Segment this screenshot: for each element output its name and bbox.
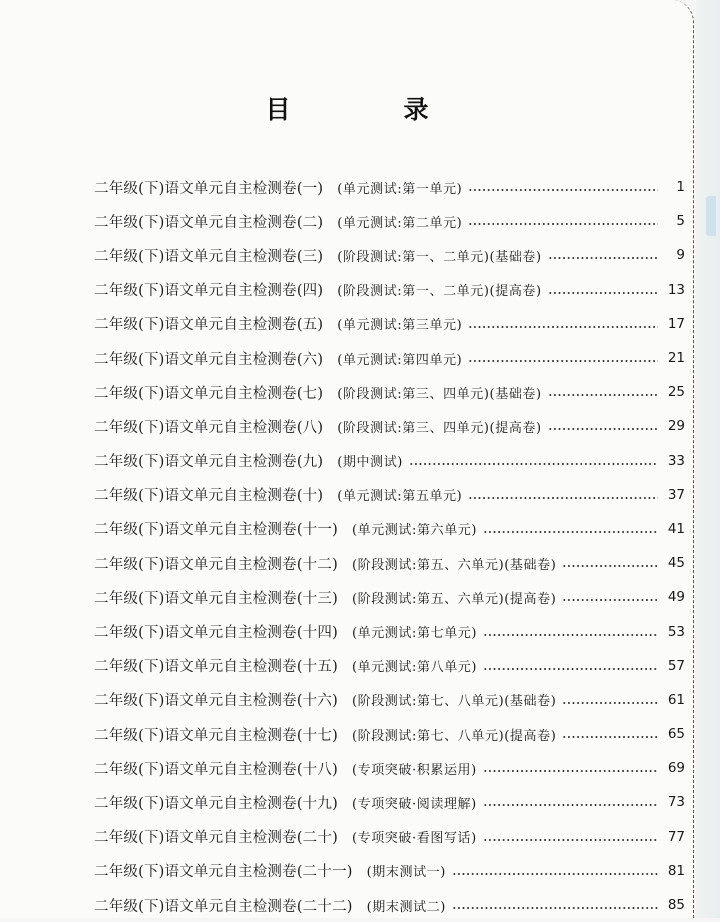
toc-page-number: 9 xyxy=(676,247,685,264)
toc-entry[interactable] xyxy=(94,238,692,272)
toc-entry[interactable] xyxy=(94,785,692,819)
toc-leader-dots xyxy=(562,736,658,738)
toc-entry[interactable] xyxy=(94,341,692,375)
toc-entry-description: (专项突破·积累运用) xyxy=(351,762,477,778)
toc-entry-title: 二年级(下)语文单元自主检测卷(五) xyxy=(94,317,324,334)
toc-page-number: 81 xyxy=(667,862,685,879)
toc-page-number: 61 xyxy=(667,691,685,708)
toc-entry[interactable] xyxy=(94,307,692,341)
toc-entry-title: 二年级(下)语文单元自主检测卷(十六) xyxy=(94,693,338,710)
toc-leader-dots xyxy=(483,770,658,772)
toc-entry[interactable] xyxy=(94,854,692,888)
toc-leader-dots xyxy=(468,326,658,328)
toc-leader-dots xyxy=(548,292,658,294)
toc-entry-description: (专项突破·看图写话) xyxy=(351,831,477,847)
toc-leader-dots xyxy=(483,804,658,806)
toc-entry-title: 二年级(下)语文单元自主检测卷(十八) xyxy=(94,761,338,778)
toc-entry[interactable] xyxy=(94,683,692,717)
toc-leader-dots xyxy=(468,497,658,499)
toc-page-number: 65 xyxy=(667,726,685,743)
toc-page-number: 13 xyxy=(667,281,685,298)
toc-entry-description: (单元测试:第七单元) xyxy=(351,626,478,642)
toc-page-number: 77 xyxy=(667,828,685,845)
toc-page-number: 49 xyxy=(667,589,685,606)
toc-page-number: 29 xyxy=(667,418,685,435)
toc-entry[interactable] xyxy=(94,649,692,683)
toc-entry-description: (单元测试:第八单元) xyxy=(351,660,478,676)
toc-entry-description: (阶段测试:第一、二单元)(基础卷) xyxy=(337,249,542,265)
toc-page-number: 21 xyxy=(667,350,685,367)
toc-entry-title: 二年级(下)语文单元自主检测卷(十四) xyxy=(94,625,338,642)
toc-leader-dots xyxy=(452,873,658,875)
toc-entry-description: (阶段测试:第三、四单元)(提高卷) xyxy=(337,420,542,436)
toc-entry[interactable] xyxy=(94,888,692,922)
toc-entry-title: 二年级(下)语文单元自主检测卷(二) xyxy=(94,214,324,231)
toc-page-number: 37 xyxy=(667,486,685,503)
toc-entry[interactable] xyxy=(94,614,692,648)
toc-leader-dots xyxy=(468,189,658,191)
toc-entry[interactable] xyxy=(94,512,692,546)
toc-entry-title: 二年级(下)语文单元自主检测卷(四) xyxy=(94,283,324,300)
toc-entry-title: 二年级(下)语文单元自主检测卷(十五) xyxy=(94,659,338,676)
toc-entry[interactable] xyxy=(94,580,692,614)
toc-entry[interactable] xyxy=(94,820,692,854)
toc-entry[interactable] xyxy=(94,204,692,238)
toc-entry-title: 二年级(下)语文单元自主检测卷(八) xyxy=(94,419,324,436)
toc-entry-title: 二年级(下)语文单元自主检测卷(九) xyxy=(94,454,324,471)
toc-leader-dots xyxy=(562,702,658,704)
toc-entry-title: 二年级(下)语文单元自主检测卷(十) xyxy=(94,488,324,505)
toc-entry-title: 二年级(下)语文单元自主检测卷(十九) xyxy=(94,795,338,812)
toc-leader-dots xyxy=(483,634,658,636)
toc-leader-dots xyxy=(468,360,658,362)
toc-entry-description: (阶段测试:第五、六单元)(提高卷) xyxy=(351,591,557,607)
toc-entry-description: (单元测试:第四单元) xyxy=(337,352,463,368)
toc-entry[interactable] xyxy=(94,409,692,443)
toc-entry-description: (专项突破·阅读理解) xyxy=(351,796,477,812)
toc-page-number: 85 xyxy=(667,897,685,914)
table-of-contents xyxy=(94,170,692,922)
page-edge-strip xyxy=(696,0,720,918)
toc-entry[interactable] xyxy=(94,375,692,409)
toc-leader-dots xyxy=(548,257,658,259)
toc-entry-title: 二年级(下)语文单元自主检测卷(二十二) xyxy=(94,898,353,915)
toc-entry-description: (阶段测试:第七、八单元)(基础卷) xyxy=(351,694,557,710)
toc-page-number: 45 xyxy=(667,555,685,572)
toc-entry-title: 二年级(下)语文单元自主检测卷(十三) xyxy=(94,590,338,607)
toc-entry-description: (阶段测试:第五、六单元)(基础卷) xyxy=(351,557,557,573)
toc-entry[interactable] xyxy=(94,717,692,751)
toc-page-number: 5 xyxy=(676,213,685,230)
toc-page-number: 17 xyxy=(667,315,685,332)
toc-leader-dots xyxy=(483,839,658,841)
toc-leader-dots xyxy=(562,599,658,601)
toc-leader-dots xyxy=(562,565,658,567)
toc-page-number: 69 xyxy=(667,760,685,777)
toc-entry-description: (阶段测试:第一、二单元)(提高卷) xyxy=(337,284,542,300)
toc-entry-description: (单元测试:第一单元) xyxy=(337,181,463,197)
toc-page-number: 57 xyxy=(667,657,685,674)
toc-entry-description: (期末测试一) xyxy=(366,865,446,881)
toc-entry-description: (期中测试) xyxy=(337,455,403,471)
toc-entry-description: (单元测试:第五单元) xyxy=(337,489,463,505)
toc-entry-description: (阶段测试:第七、八单元)(提高卷) xyxy=(351,728,557,744)
toc-entry-description: (单元测试:第六单元) xyxy=(351,523,478,539)
toc-page-number: 53 xyxy=(667,623,685,640)
toc-leader-dots xyxy=(409,463,658,465)
toc-leader-dots xyxy=(483,668,658,670)
toc-entry-title: 二年级(下)语文单元自主检测卷(二十) xyxy=(94,830,338,847)
toc-page-number: 33 xyxy=(667,452,685,469)
toc-entry-title: 二年级(下)语文单元自主检测卷(六) xyxy=(94,351,324,368)
toc-entry-description: (单元测试:第三单元) xyxy=(337,318,463,334)
toc-page-number: 73 xyxy=(667,794,685,811)
toc-entry[interactable] xyxy=(94,751,692,785)
toc-leader-dots xyxy=(483,531,658,533)
toc-page-number: 41 xyxy=(667,520,685,537)
toc-entry-title: 二年级(下)语文单元自主检测卷(十一) xyxy=(94,522,338,539)
toc-entry[interactable] xyxy=(94,273,692,307)
toc-entry-title: 二年级(下)语文单元自主检测卷(十七) xyxy=(94,727,338,744)
toc-entry-title: 二年级(下)语文单元自主检测卷(十二) xyxy=(94,556,338,573)
toc-entry-title: 二年级(下)语文单元自主检测卷(七) xyxy=(94,385,324,402)
toc-leader-dots xyxy=(468,223,658,225)
toc-leader-dots xyxy=(548,428,658,430)
toc-entry-title: 二年级(下)语文单元自主检测卷(一) xyxy=(94,180,324,197)
toc-leader-dots xyxy=(548,394,658,396)
page-tab-marker xyxy=(706,196,716,236)
page-title: 目 录 xyxy=(265,95,473,124)
toc-page-number: 25 xyxy=(667,384,685,401)
toc-entry-description: (期末测试二) xyxy=(366,899,446,915)
toc-entry[interactable] xyxy=(94,444,692,478)
toc-leader-dots xyxy=(452,907,658,909)
toc-entry-title: 二年级(下)语文单元自主检测卷(二十一) xyxy=(94,864,353,881)
toc-entry[interactable] xyxy=(94,546,692,580)
toc-entry[interactable] xyxy=(94,478,692,512)
toc-entry-title: 二年级(下)语文单元自主检测卷(三) xyxy=(94,248,324,265)
toc-entry[interactable] xyxy=(94,170,692,204)
toc-entry-description: (阶段测试:第三、四单元)(基础卷) xyxy=(337,386,542,402)
toc-entry-description: (单元测试:第二单元) xyxy=(337,215,463,231)
toc-page-number: 1 xyxy=(676,179,685,196)
